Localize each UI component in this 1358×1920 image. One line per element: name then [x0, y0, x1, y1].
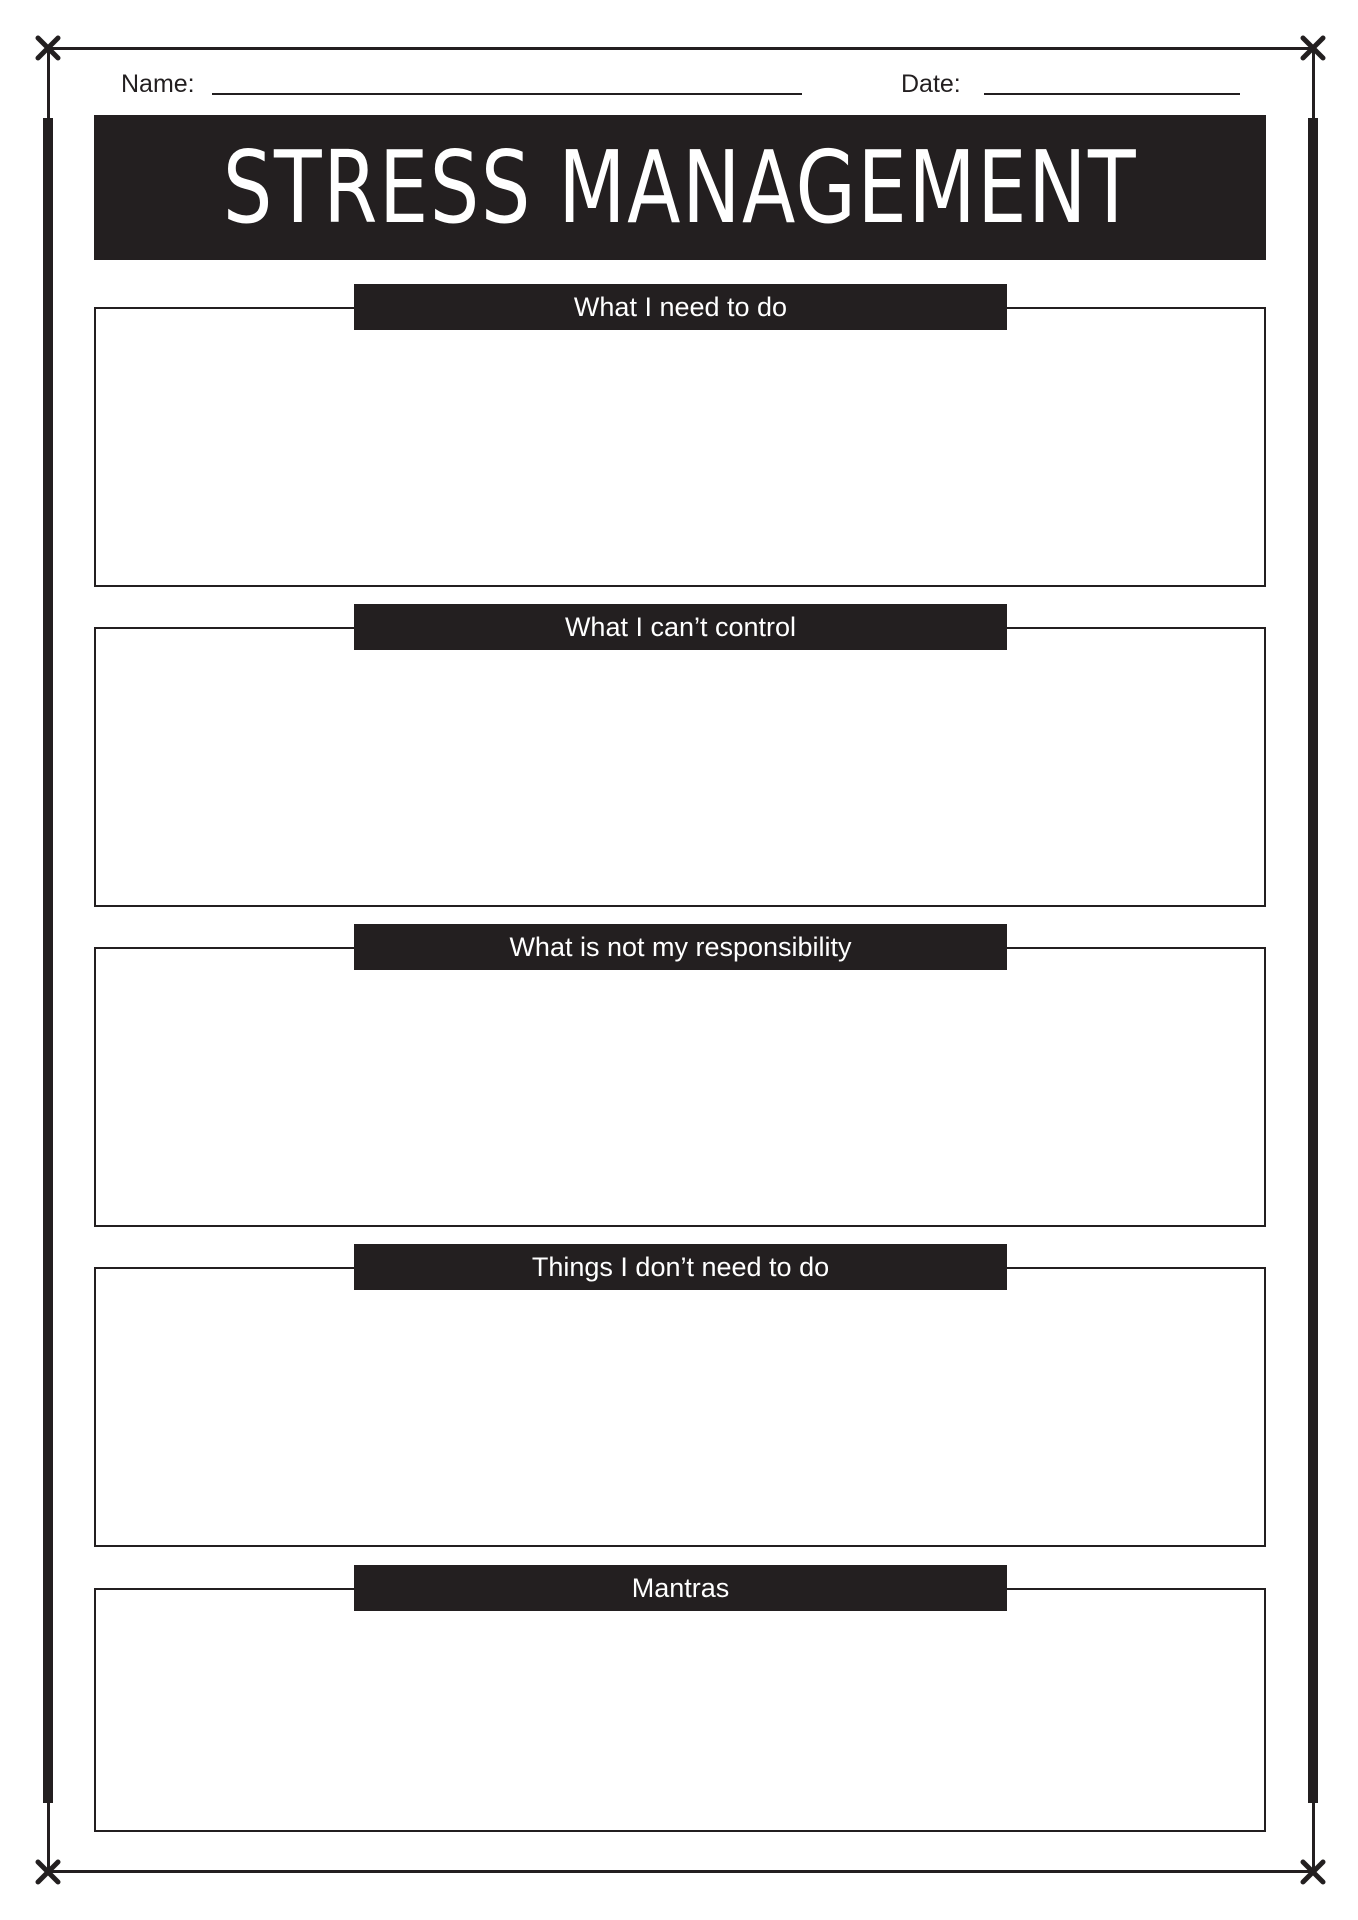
- name-label: Name:: [121, 70, 195, 98]
- writing-area[interactable]: [94, 947, 1266, 1227]
- writing-area[interactable]: [94, 1588, 1266, 1832]
- section-heading: What I need to do: [354, 284, 1007, 330]
- header-row: [0, 66, 1358, 106]
- frame-bottom-border: [47, 1870, 1315, 1873]
- frame-left-thick-border: [43, 118, 53, 1803]
- corner-cross-icon-top-right: [1298, 33, 1328, 63]
- page-title: STRESS MANAGEMENT: [222, 129, 1138, 246]
- title-banner: [94, 115, 1266, 260]
- date-label: Date:: [901, 70, 961, 98]
- section-heading: Things I don’t need to do: [354, 1244, 1007, 1290]
- section-things-i-dont-need-to-do: [94, 1244, 1266, 1524]
- name-field[interactable]: [212, 93, 802, 95]
- section-mantras: [94, 1565, 1266, 1845]
- writing-area[interactable]: [94, 627, 1266, 907]
- corner-cross-icon-top-left: [33, 33, 63, 63]
- date-field[interactable]: [984, 93, 1240, 95]
- section-what-i-cant-control: [94, 604, 1266, 884]
- section-what-is-not-my-responsibility: [94, 924, 1266, 1204]
- corner-cross-icon-bottom-right: [1298, 1857, 1328, 1887]
- frame-right-thick-border: [1308, 118, 1318, 1803]
- writing-area[interactable]: [94, 307, 1266, 587]
- section-heading: What is not my responsibility: [354, 924, 1007, 970]
- writing-area[interactable]: [94, 1267, 1266, 1547]
- section-heading: Mantras: [354, 1565, 1007, 1611]
- section-heading: What I can’t control: [354, 604, 1007, 650]
- corner-cross-icon-bottom-left: [33, 1857, 63, 1887]
- section-what-i-need-to-do: [94, 284, 1266, 564]
- frame-top-border: [47, 47, 1315, 50]
